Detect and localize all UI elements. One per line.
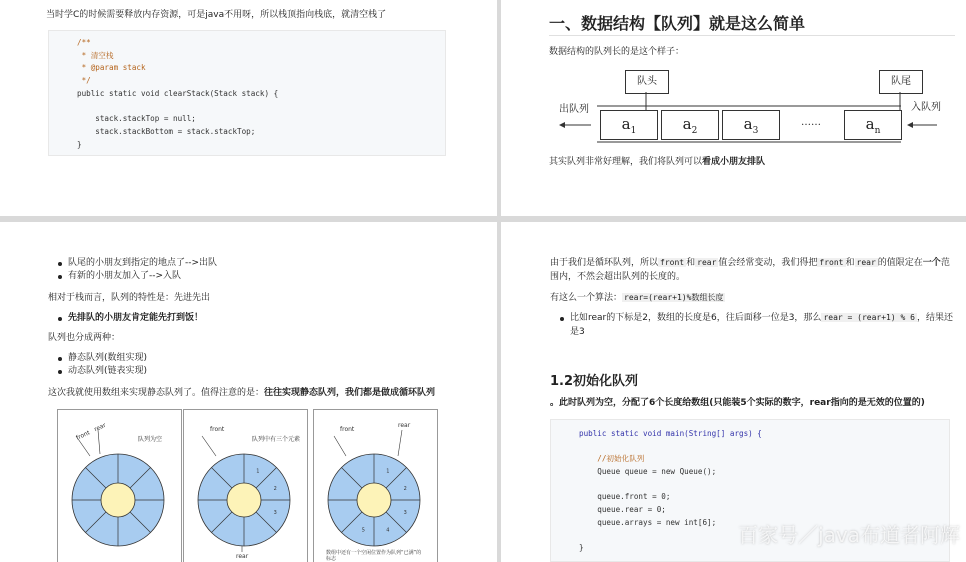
code-line: public static void main(String[] args) { — [579, 429, 762, 438]
ring-inner — [101, 483, 135, 517]
figure-title: 队列为空 — [138, 436, 163, 443]
front-label: front — [75, 429, 92, 442]
ring-slot-mark: 3 — [273, 510, 277, 517]
front-label: front — [340, 426, 355, 433]
circular-queue-figure — [183, 409, 308, 562]
page-panel-init-queue — [501, 222, 966, 562]
queue-caption: 其实队列非常好理解，我们将队列可以看成小朋友排队 — [549, 157, 766, 167]
bullet-dynamic-queue: 动态队列(链表实现) — [68, 366, 148, 376]
bullet-enqueue: 有新的小朋友加入了-->入队 — [68, 271, 182, 281]
code-line: */ — [77, 76, 91, 86]
queue-cell — [844, 110, 902, 140]
rear-label: rear — [93, 421, 108, 434]
enqueue-label: 入队列 — [911, 102, 941, 113]
figure-title: 队列中有三个元素 — [252, 436, 301, 443]
figure-note: 数组中还有一个空闲位置作为队列“已满”的标志 — [326, 550, 422, 562]
code-block-clear-stack — [48, 30, 446, 156]
front-pointer — [334, 436, 346, 456]
code-line: stack.stackTop = null; — [77, 114, 196, 124]
queue-tail-label: 队尾 — [879, 70, 923, 94]
queue-cell — [661, 110, 719, 140]
code-line: public static void clearStack(Stack stack) { — [77, 88, 279, 98]
fifo-text: 相对于栈而言，队列的特性是：先进先出 — [48, 293, 211, 303]
ring-slot-mark: 3 — [403, 510, 407, 517]
init-queue-heading: 1.2初始化队列 — [550, 374, 639, 389]
code-line: } — [77, 139, 82, 149]
example-bullet-line2: 是3 — [570, 327, 585, 337]
watermark: 百家号／java布道者阿辉 — [738, 523, 960, 547]
queue-cell-base: …… — [801, 117, 821, 128]
page-panel-queue-types — [0, 222, 497, 562]
bullet-dot — [58, 357, 62, 361]
ring-slot-mark: 2 — [403, 485, 407, 492]
code-line: * 清空栈 — [77, 50, 114, 60]
code-line: /** — [77, 38, 91, 47]
ring-slot-mark: 5 — [361, 527, 365, 534]
range-paragraph-line1: 由于我们是循环队列，所以 front 和 rear 值会经常变动，我们得把 front 和 rear 的值限定在一个范 — [550, 258, 950, 268]
rear-pointer — [398, 430, 402, 456]
bullet-dequeue: 队尾的小朋友到指定的地点了-->出队 — [68, 258, 218, 268]
ring-inner — [357, 483, 391, 517]
queue-cell-base: a — [865, 115, 875, 133]
algorithm-text: 有这么一个算法： rear=(rear+1)%数组长度 — [550, 293, 724, 303]
ring-slot-mark: 4 — [386, 527, 390, 534]
bullet-dot — [58, 317, 62, 321]
section-heading: 一、数据结构【队列】就是这么简单 — [549, 14, 806, 33]
page-panel-clear-stack — [0, 0, 497, 216]
queue-cell-subscript: 2 — [691, 126, 698, 136]
rear-label: rear — [236, 553, 249, 560]
init-queue-description: 。此时队列为空，分配了6个长度给数组(只能装5个实际的数字，rear指向的是无效的位置的) — [550, 398, 925, 408]
page-panel-queue-intro — [501, 0, 966, 216]
dequeue-label: 出队列 — [559, 104, 589, 115]
front-pointer — [202, 436, 216, 456]
bullet-static-queue: 静态队列(数组实现) — [68, 353, 148, 363]
queue-cell-subscript: 1 — [630, 126, 637, 136]
queue-head-label: 队头 — [625, 70, 669, 94]
rear-label: rear — [398, 422, 411, 429]
bullet-dot — [58, 370, 62, 374]
ring-slot-mark: 1 — [256, 468, 260, 475]
ring-diagram — [58, 410, 181, 562]
queue-cell-subscript: n — [874, 126, 881, 136]
code-line: queue.front = 0; — [579, 492, 671, 502]
code-line: stack.stackBottom = stack.stackTop; — [77, 126, 256, 136]
code-line: * @param stack — [77, 63, 146, 73]
bullet-dot — [560, 317, 564, 321]
queue-cell-base: a — [743, 115, 753, 133]
queue-subtitle: 数据结构的队列长的是这个样子： — [549, 47, 685, 57]
code-line: queue.rear = 0; — [579, 505, 666, 515]
code-line — [579, 479, 949, 492]
queue-cell-base: a — [621, 115, 631, 133]
circular-queue-figure — [57, 409, 182, 562]
code-line — [579, 441, 949, 454]
queue-cell — [722, 110, 780, 140]
rear-pointer — [98, 430, 100, 454]
ring-inner — [227, 483, 261, 517]
code-line: } — [579, 543, 584, 553]
code-line — [77, 101, 445, 114]
ring-slot-mark: 2 — [273, 485, 277, 492]
range-paragraph-line2: 围内，不然会超出队列的长度的。 — [550, 272, 686, 282]
queue-kinds-text: 队列也分成两种： — [48, 333, 121, 343]
ring-diagram — [184, 410, 307, 562]
bullet-dot — [58, 262, 62, 266]
ring-diagram — [314, 410, 437, 562]
code-line: queue.arrays = new int[6]; — [579, 517, 717, 527]
ring-slot-mark: 1 — [386, 468, 390, 475]
intro-text: 当时学C的时候需要释放内存资源，可是java不用呀，所以栈顶指向栈底，就清空栈了 — [46, 10, 387, 20]
bullet-dot — [58, 275, 62, 279]
circular-queue-figure — [313, 409, 438, 562]
queue-cell — [600, 110, 658, 140]
code-line: //初始化队列 — [579, 454, 645, 464]
circular-queue-text: 这次我就使用数组来实现静态队列了。值得注意的是：往往实现静态队列，我们都是做成循环队列 — [48, 388, 436, 398]
example-bullet-line1: 比如rear的下标是2，数组的长度是6，往后面移一位是3，那么 rear = (rear+1) % 6 ，结果还 — [570, 313, 953, 323]
code-line: Queue queue = new Queue(); — [579, 467, 717, 477]
queue-cell-subscript: 3 — [752, 126, 759, 136]
front-label: front — [210, 426, 225, 433]
queue-cell — [783, 110, 839, 138]
queue-cell-base: a — [682, 115, 692, 133]
bullet-first-served: 先排队的小朋友肯定能先打到饭！ — [68, 313, 204, 323]
